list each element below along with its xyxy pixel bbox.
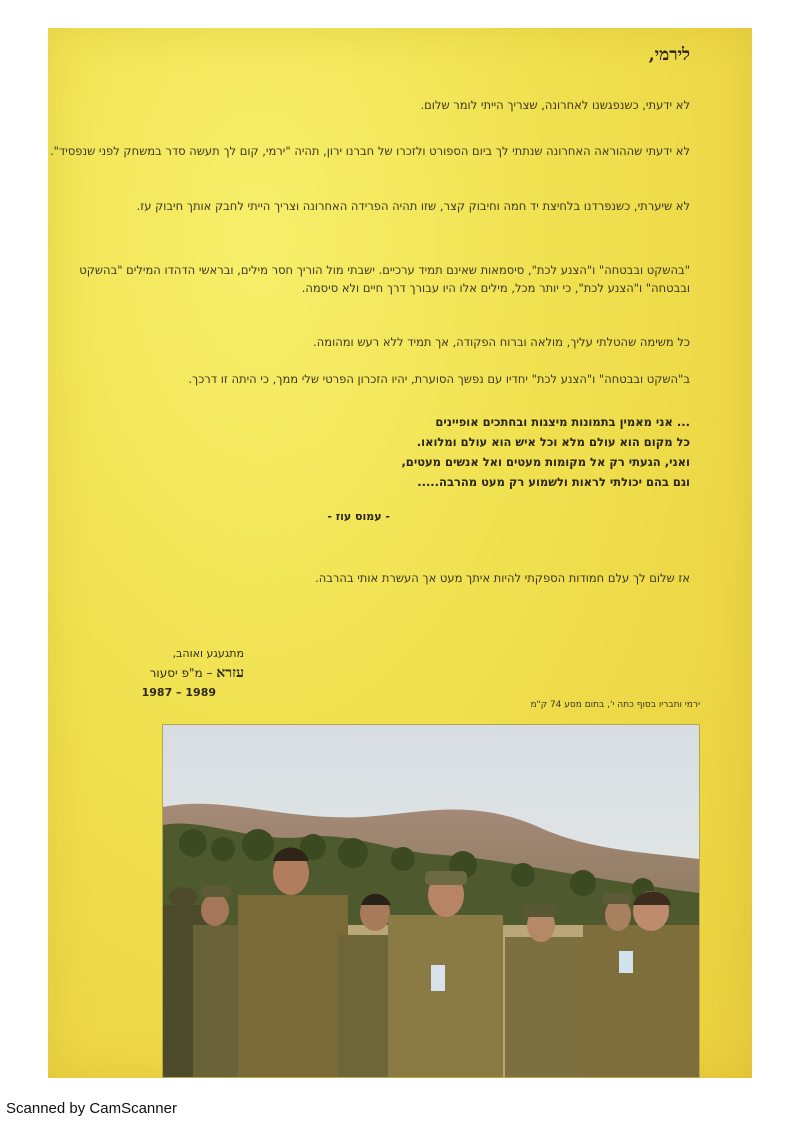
signoff-greeting: מתגעגע ואוהב, <box>172 647 244 660</box>
poem-quote <box>270 412 690 492</box>
signoff-years: 1987 – 1989 <box>141 686 216 699</box>
poem-line: וגם בהם יכולתי לראות ולשמוע רק מעט מהרבה..... <box>417 475 690 489</box>
yellow-page <box>48 28 752 1078</box>
poem-line: ואני, הגעתי רק אל מקומות מעטים ואל אנשים מעטים, <box>401 455 690 469</box>
letter-salutation: לירמי, <box>648 45 690 65</box>
letter-closing: אז שלום לך עלם חמודות הספקתי להיות איתך מעט אך העשרת אותי בהרבה. <box>315 571 690 585</box>
signoff-name: עזרא <box>216 665 244 681</box>
signature-block <box>74 646 244 702</box>
letter-paragraph: ב"השקט ובבטחה" ו"הצנע לכת" יחדיו עם נפשך הסוערת, יהיו הזכרון הפרטי שלי ממך, כי היתה זו דרכך. <box>188 372 690 386</box>
poem-line: ... אני מאמין בתמונות מיצגות ובחתכים אופיינים <box>435 415 690 429</box>
scanner-watermark: Scanned by CamScanner <box>6 1100 177 1117</box>
letter-paragraph: לא ידעתי, כשנפגשנו לאחרונה, שצריך הייתי לומר שלום. <box>420 98 690 112</box>
letter-paragraph: כל משימה שהטלתי עליך, מולאה וברוח הפקודה, אך תמיד ללא רעש ומהומה. <box>313 335 690 349</box>
signoff-name-line <box>74 662 244 684</box>
signoff-title: – מ"פ יסעור <box>149 666 217 680</box>
photo-caption: ירמי וחבריו בסוף כתה י', בתום מסע 74 ק"מ <box>530 700 700 710</box>
group-of-soldiers-photo <box>162 724 700 1078</box>
poem-author: - עמוס עוז - <box>327 510 390 523</box>
poem-line: כל מקום הוא עולם מלא וכל איש הוא עולם ומלואו. <box>416 435 690 449</box>
letter-paragraph: לא ידעתי שההוראה האחרונה שנתתי לך ביום הספורט ולזכרו של חברנו ירון, תהיה "ירמי, קום לך תעשה סדר במשחק לפני שנפסיד". <box>50 144 690 158</box>
letter-paragraph: לא שיערתי, כשנפרדנו בלחיצת יד חמה וחיבוק קצר, שזו תהיה הפרידה האחרונה וצריך הייתי לחבק אותך חיבוק עז. <box>136 199 690 213</box>
letter-paragraph: "בהשקט ובבטחה" ו"הצנע לכת", סיסמאות שאינם תמיד ערכיים. ישבתי מול הוריך חסר מילים, ובראשי הדהדו המילים "בהשקט ובבטחה" ו"הצנע לכת", כי יותר מכל, מילים אלו היו עבורך דרך חיים ולא סיסמה. <box>79 263 690 295</box>
